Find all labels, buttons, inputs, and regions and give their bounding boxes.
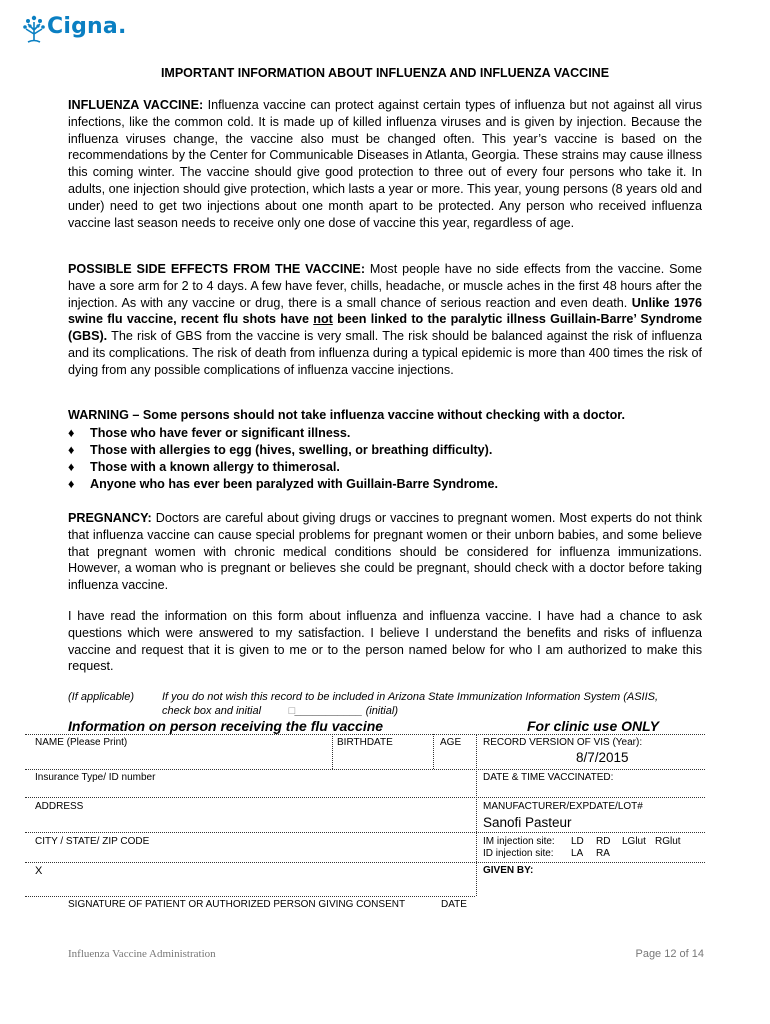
- signature-label[interactable]: SIGNATURE OF PATIENT OR AUTHORIZED PERSON GIVING CONSENT: [68, 899, 406, 910]
- gbs-statement-end: been linked to the paralytic illness Guillain-Barre’ Syndrome (GBS).: [68, 312, 702, 344]
- side-effects-heading: POSSIBLE SIDE EFFECTS FROM THE VACCINE:: [68, 262, 366, 276]
- form-rule: [25, 769, 705, 770]
- form-rule: [25, 734, 705, 735]
- influenza-heading: INFLUENZA VACCINE:: [68, 98, 204, 112]
- side-effects-body-end: The risk of GBS from the vaccine is very small. The risk should be balanced against the risk of influenza and its complications. The risk of death from influenza during a typical epidemic is more than 400 times the risk of dying from any possible complications of influenza vaccine injections.: [68, 329, 702, 377]
- signature-line: [25, 896, 475, 897]
- tree-of-life-icon: [23, 16, 45, 42]
- im-site-option[interactable]: LD: [571, 836, 584, 847]
- manufacturer-label: MANUFACTURER/EXPDATE/LOT#: [483, 801, 643, 812]
- age-field[interactable]: AGE: [440, 737, 462, 748]
- pregnancy-heading: PREGNANCY:: [68, 511, 152, 525]
- given-by-field[interactable]: GIVEN BY:: [483, 865, 534, 876]
- diamond-bullet-icon: ♦: [68, 460, 75, 474]
- influenza-body: Influenza vaccine can protect against certain types of influenza but not against all virus infections, like the common cold. It is made up of killed influenza viruses and is given by injection. Because the influenza viruses change, the vaccine also must be changed often. This year’s vaccine is based on the recommendations by the Center for Communicable Diseases in Atlanta, Georgia. These strains may cause illness this coming winter. The vaccine should give good protection to three out of every four persons who take it. In adults, one injection should give protection, which lasts a year or more. This year, young persons (8 years old and under) need to get two injections about one month apart to be protected. Any person who received influenza vaccine last season needs to receive only one dose of vaccine this year, regardless of age.: [68, 98, 702, 230]
- vis-date-value: 8/7/2015: [576, 750, 629, 765]
- asiis-initial-field[interactable]: ___________ (initial): [295, 705, 398, 717]
- record-version-label: RECORD VERSION OF VIS (Year):: [483, 737, 643, 748]
- footer-title: Influenza Vaccine Administration: [68, 948, 216, 960]
- id-site-label: ID injection site:: [483, 848, 554, 859]
- asiis-note-line1: If you do not wish this record to be included in Arizona State Immunization Information System (ASIIS,: [162, 691, 659, 703]
- id-site-option[interactable]: RA: [596, 848, 610, 859]
- name-field[interactable]: NAME (Please Print): [35, 737, 128, 748]
- diamond-bullet-icon: ♦: [68, 443, 75, 457]
- form-rule: [25, 797, 705, 798]
- date-label[interactable]: DATE: [441, 899, 467, 910]
- im-site-label: IM injection site:: [483, 836, 555, 847]
- side-effects-paragraph: [68, 261, 702, 379]
- page-title: IMPORTANT INFORMATION ABOUT INFLUENZA AND INFLUENZA VACCINE: [160, 66, 610, 80]
- address-field[interactable]: ADDRESS: [35, 801, 84, 812]
- warning-item: ♦ Those with allergies to egg (hives, swelling, or breathing difficulty).: [68, 443, 493, 457]
- page-number: Page 12 of 14: [635, 948, 704, 960]
- date-time-vaccinated-field[interactable]: DATE & TIME VACCINATED:: [483, 772, 614, 783]
- im-site-option[interactable]: LGlut: [622, 836, 646, 847]
- signature-x-mark: X: [35, 865, 43, 877]
- form-divider: [476, 734, 477, 896]
- warning-item: ♦ Those who have fever or significant illness.: [68, 426, 351, 440]
- patient-info-heading: Information on person receiving the flu vaccine: [68, 718, 384, 734]
- city-state-zip-field[interactable]: CITY / STATE/ ZIP CODE: [35, 836, 150, 847]
- logo-wordmark: Cigna.: [47, 14, 127, 39]
- gbs-statement: Unlike 1976 swine flu vaccine, recent flu shots have: [68, 295, 702, 327]
- pregnancy-paragraph: [68, 510, 702, 594]
- consent-paragraph: I have read the information on this form about influenza and influenza vaccine. I have had a chance to ask questions which were answered to my satisfaction. I believe I understand the benefits and risks of influenza vaccine and request that it is given to me or to the person named below for who I am authorized to make this request.: [68, 609, 702, 674]
- manufacturer-value: Sanofi Pasteur: [483, 815, 572, 830]
- diamond-bullet-icon: ♦: [68, 426, 75, 440]
- warning-item: ♦ Anyone who has ever been paralyzed with Guillain-Barre Syndrome.: [68, 477, 499, 491]
- asiis-note-line2: check box and initial □___________ (initial): [162, 705, 398, 717]
- asiis-checkbox[interactable]: □: [288, 705, 296, 717]
- diamond-bullet-icon: ♦: [68, 477, 75, 491]
- form-rule: [25, 832, 705, 833]
- asiis-applicable-label: (If applicable): [68, 691, 135, 703]
- birthdate-field[interactable]: BIRTHDATE: [337, 737, 393, 748]
- influenza-paragraph: [68, 97, 702, 231]
- im-site-option[interactable]: RGlut: [655, 836, 681, 847]
- clinic-use-heading: For clinic use ONLY: [527, 718, 659, 734]
- pregnancy-body: Doctors are careful about giving drugs or vaccines to pregnant women. Most experts do not think that influenza vaccine can cause special problems for pregnant women or their unborn babies, and some believe that pregnant women with chronic medical conditions should be considered for influenza immunizations. However, a woman who is pregnant or believes she could be pregnant, should check with a doctor before taking influenza vaccine.: [68, 511, 702, 593]
- id-site-option[interactable]: LA: [571, 848, 584, 859]
- form-divider: [332, 734, 333, 769]
- im-site-option[interactable]: RD: [596, 836, 611, 847]
- insurance-field[interactable]: Insurance Type/ ID number: [35, 772, 156, 783]
- form-divider: [433, 734, 434, 769]
- warning-item: ♦ Those with a known allergy to thimerosal.: [68, 460, 340, 474]
- gbs-not: not: [313, 312, 333, 327]
- side-effects-body: Most people have no side effects from the vaccine. Some have a sore arm for 2 to 4 days. A few have fever, chills, headache, or muscle aches in the first 48 hours after the injection. As with any vaccine or drug, there is a small chance of serious reaction and even death.: [68, 262, 702, 310]
- form-rule: [25, 862, 705, 863]
- warning-heading: WARNING – Some persons should not take influenza vaccine without checking with a doctor.: [68, 408, 626, 422]
